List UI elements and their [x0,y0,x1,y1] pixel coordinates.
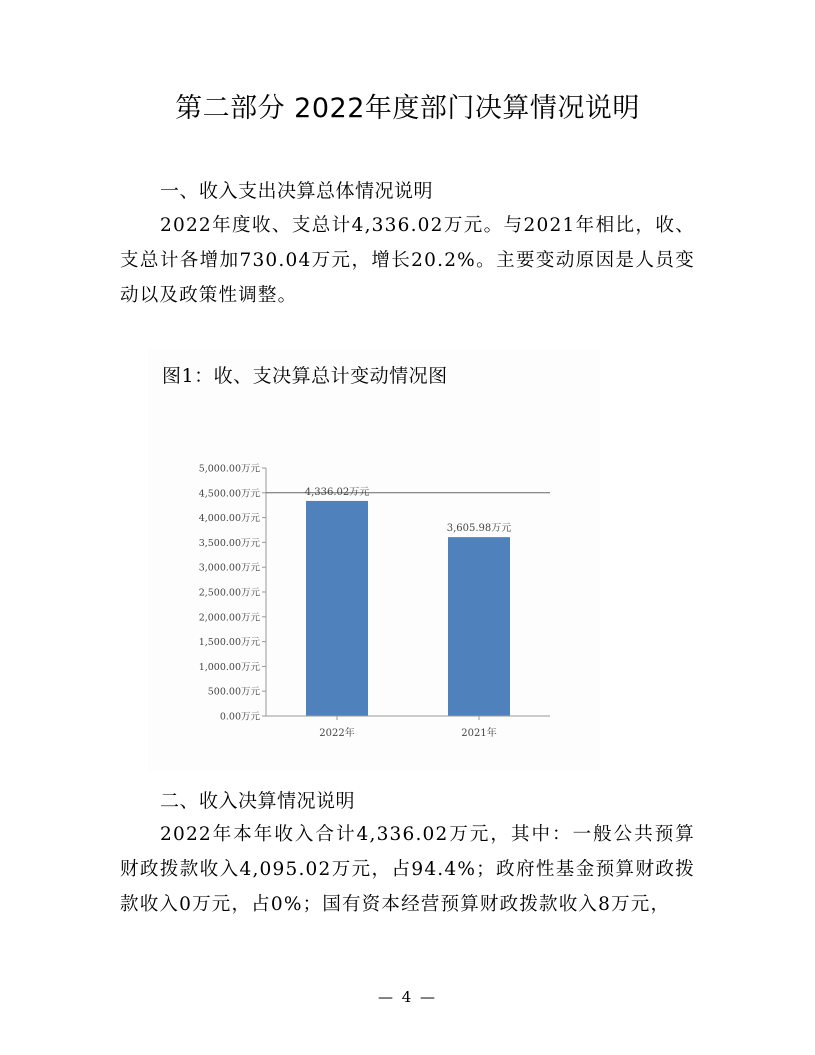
x-tick-label: 2021年 [461,728,497,739]
section-1-paragraph: 2022年度收、支总计4,336.02万元。与2021年相比，收、支总计各增加730.04万元，增长20.2%。主要变动原因是人员变动以及政策性调整。 [120,215,695,306]
data-label: 4,336.02万元 [304,486,370,498]
data-label: 3,605.98万元 [446,523,512,535]
section-2-paragraph: 2022年本年收入合计4,336.02万元，其中：一般公共预算财政拨款收入4,095.02万元，占94.4%；政府性基金预算财政拨款收入0万元，占0%；国有资本经营预算财政拨款收入8万元， [120,824,695,915]
revenue-expenditure-bar-chart [150,450,570,750]
section-1-heading: 一、收入支出决算总体情况说明 [160,180,434,202]
y-tick-label: 4,500.00万元 [198,488,260,500]
y-tick-label: 2,000.00万元 [198,612,260,624]
page-title: 第二部分 2022年度部门决算情况说明 [175,93,640,124]
bar-2022年 [306,501,368,716]
x-tick-label: 2022年 [319,728,355,739]
y-tick-label: 1,500.00万元 [198,637,260,649]
figure-caption: 图1：收、支决算总计变动情况图 [162,365,448,387]
y-tick-label: 3,500.00万元 [198,537,260,549]
x-axis [266,716,550,739]
bar-2021年 [448,537,510,716]
section-2-heading: 二、收入决算情况说明 [160,790,356,812]
y-tick-label: 5,000.00万元 [198,463,260,475]
y-tick-label: 0.00万元 [219,711,260,723]
y-tick-label: 4,000.00万元 [198,513,260,525]
y-tick-label: 3,000.00万元 [198,562,260,574]
page-number: — 4 — [377,988,438,1006]
y-tick-label: 1,000.00万元 [198,661,260,673]
y-tick-label: 500.00万元 [207,686,260,698]
y-tick-label: 2,500.00万元 [198,587,260,599]
y-axis [199,464,266,723]
